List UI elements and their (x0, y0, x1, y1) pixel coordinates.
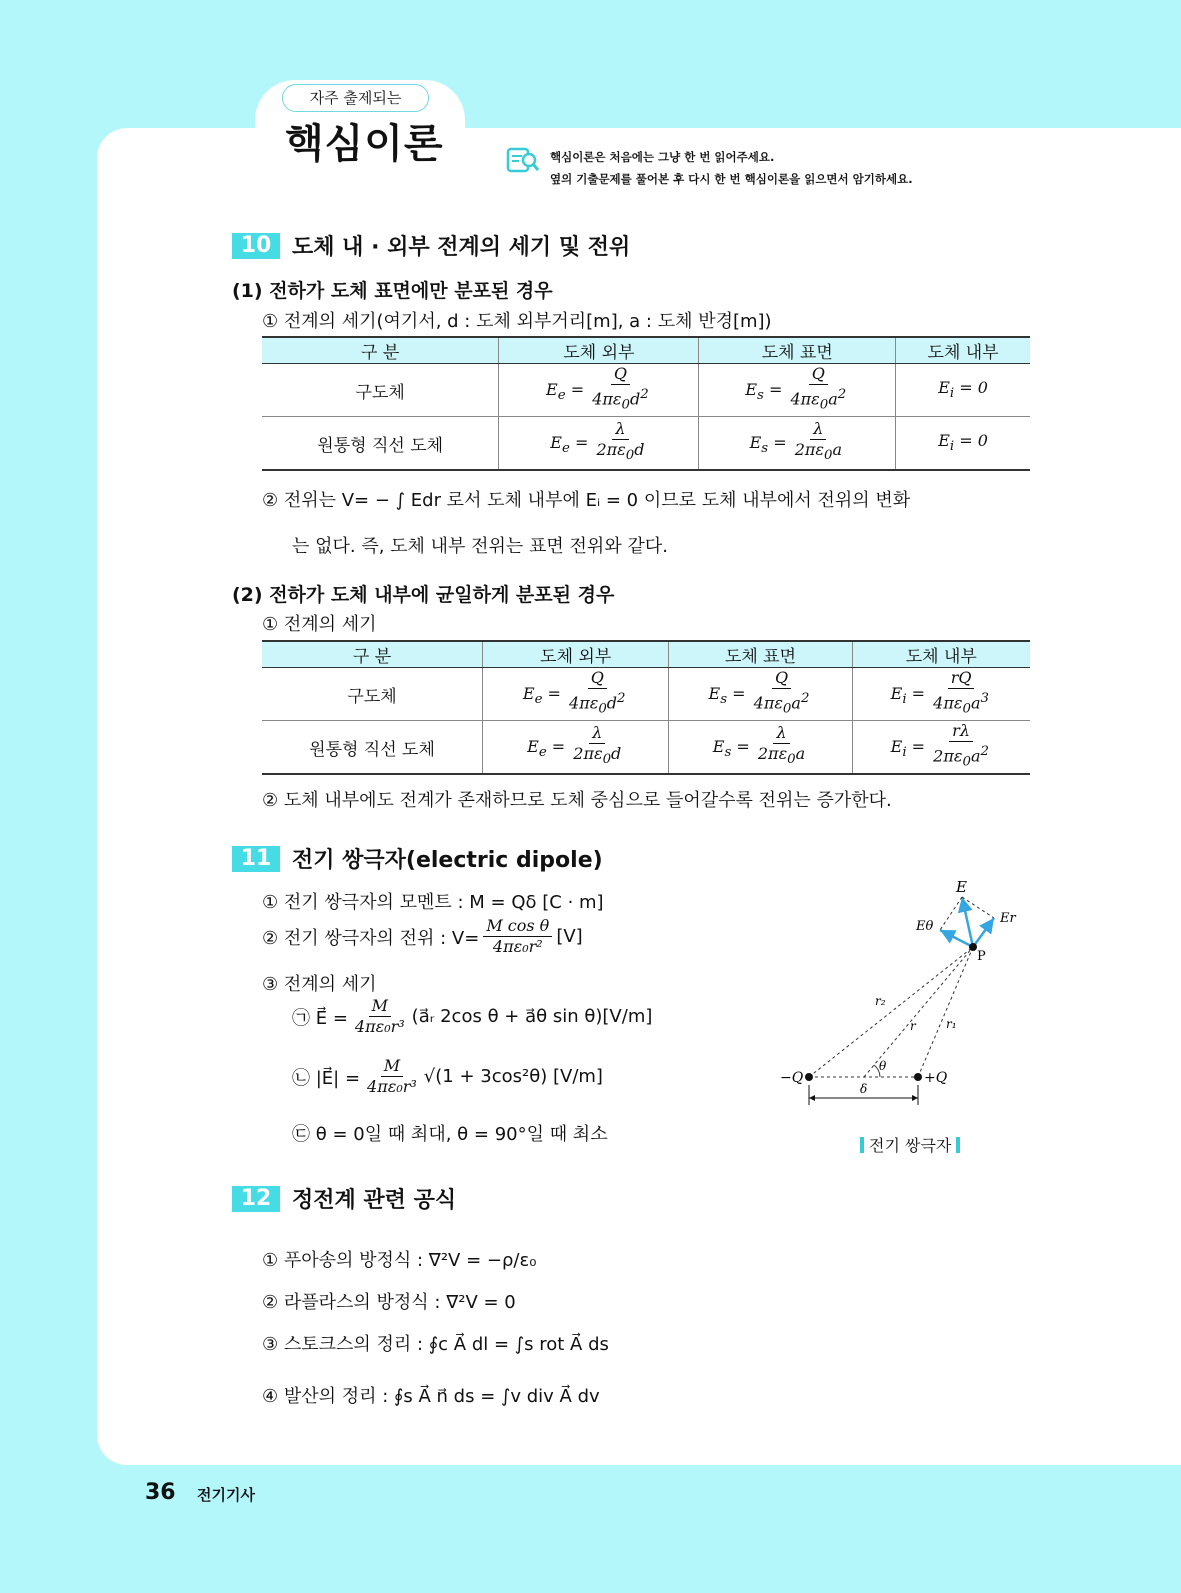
subsection-1-title: (1) 전하가 도체 표면에만 분포된 경우 (232, 280, 553, 302)
col-header: 구 분 (262, 337, 499, 364)
subsection-2-title: (2) 전하가 도체 내부에 균일하게 분포된 경우 (232, 584, 615, 606)
row-label: 구도체 (262, 668, 483, 721)
book-title: 전기기사 (197, 1486, 255, 1504)
r2-line (809, 947, 973, 1077)
field-table-2 (262, 640, 1030, 775)
formula-cell: $E_i$ = $\frac{rQ}{4\pi\varepsilon_0a^3}$ (852, 668, 1030, 721)
dipole-potential (262, 916, 583, 957)
e-vector (962, 897, 973, 947)
field-table-1 (262, 336, 1030, 471)
label-Er: Er (1000, 911, 1016, 926)
header-pill: 자주 출제되는 (282, 84, 429, 112)
figure-caption: 전기 쌍극자 (855, 1133, 965, 1156)
label-r1: r₁ (946, 1017, 957, 1031)
formula-cell: $E_e$ = $\frac{Q}{4\pi\varepsilon_0d^2}$ (499, 364, 699, 417)
guide-line-1: 핵심이론은 처음에는 그냥 한 번 읽어주세요. (550, 150, 775, 164)
formula-cell: $E_i$ = $\frac{r\lambda}{2\pi\varepsilon_0a^2}$ (852, 721, 1030, 775)
eq-rest: (a⃗ᵣ 2cos θ + a⃗θ sin θ)[V/m] (411, 1006, 653, 1027)
row-label: 원통형 직선 도체 (262, 417, 499, 471)
formula-cell: $E_i = 0$ (896, 417, 1030, 471)
formula-cell: $E_e$ = $\frac{\lambda}{2\pi\varepsilon_0d}$ (499, 417, 699, 471)
col-header: 도체 내부 (896, 337, 1030, 364)
r1-line (918, 947, 973, 1077)
col-header: 도체 외부 (499, 337, 699, 364)
sub1-item-1: ① 전계의 세기(여기서, d : 도체 외부거리[m], a : 도체 반경[m]) (262, 311, 772, 332)
label-Etheta: Eθ (916, 919, 934, 934)
field-max-min: ㉢ θ = 0일 때 최대, θ = 90°일 때 최소 (292, 1124, 608, 1145)
poisson-equation: ① 푸아송의 방정식 : ∇²V = −ρ/ε₀ (262, 1250, 537, 1271)
sub2-item-1: ① 전계의 세기 (262, 614, 377, 635)
section-10-heading (232, 230, 630, 261)
dipole-moment: ① 전기 쌍극자의 모멘트 : M = Qδ [C · m] (262, 892, 604, 913)
parallelogram (940, 897, 962, 930)
label-r: r (910, 1019, 916, 1033)
col-header: 도체 표면 (669, 641, 852, 668)
label-theta: θ (879, 1059, 887, 1073)
label-posQ: +Q (924, 1070, 948, 1086)
item-label: ㉡ |E⃗| = (292, 1067, 361, 1089)
label-delta: δ (860, 1082, 868, 1096)
col-header: 도체 외부 (483, 641, 669, 668)
formula-cell: $E_s$ = $\frac{Q}{4\pi\varepsilon_0a^2}$ (699, 364, 896, 417)
etheta-vector (940, 930, 973, 947)
section-12-heading (232, 1183, 456, 1214)
charge-neg (805, 1073, 813, 1081)
section-number: 12 (232, 1186, 280, 1212)
point-p (969, 943, 977, 951)
field-strength-label: ③ 전계의 세기 (262, 974, 377, 995)
formula-cell: $E_e$ = $\frac{Q}{4\pi\varepsilon_0d^2}$ (483, 668, 669, 721)
label-negQ: −Q (780, 1070, 804, 1086)
sub2-item-2: ② 도체 내부에도 전계가 존재하므로 도체 중심으로 들어갈수록 전위는 증가한다. (262, 790, 892, 811)
label-P: P (977, 949, 986, 964)
section-title: 정전계 관련 공식 (292, 1188, 457, 1213)
r-line (864, 947, 973, 1077)
item-label: ㉠ E⃗ = (292, 1007, 348, 1029)
col-header: 구 분 (262, 641, 483, 668)
section-number: 11 (232, 846, 280, 872)
col-header: 도체 표면 (699, 337, 896, 364)
item-label: ② 전기 쌍극자의 전위 : V= (262, 927, 480, 949)
label-r2: r₂ (875, 994, 886, 1008)
reading-guide (550, 146, 913, 190)
laplace-equation: ② 라플라스의 방정식 : ∇²V = 0 (262, 1292, 516, 1313)
section-number: 10 (232, 233, 280, 259)
reading-guide-icon (506, 146, 540, 174)
eq-rest: √(1 + 3cos²θ) [V/m] (423, 1066, 603, 1087)
dipole-diagram (780, 880, 1050, 1120)
field-vector-eq (292, 996, 652, 1037)
col-header: 도체 내부 (852, 641, 1030, 668)
charge-pos (914, 1073, 922, 1081)
sub1-item-2b: 는 없다. 즉, 도체 내부 전위는 표면 전위와 같다. (292, 536, 668, 557)
row-label: 구도체 (262, 364, 499, 417)
guide-line-2: 옆의 기출문제를 풀어본 후 다시 한 번 핵심이론을 읽으면서 암기하세요. (550, 172, 913, 186)
label-E: E (956, 880, 967, 896)
formula-cell: $E_s$ = $\frac{\lambda}{2\pi\varepsilon_0a}$ (669, 721, 852, 775)
section-11-heading (232, 843, 603, 874)
formula-cell: $E_s$ = $\frac{Q}{4\pi\varepsilon_0a^2}$ (669, 668, 852, 721)
divergence-theorem: ④ 발산의 정리 : ∮s A⃗ n⃗ ds = ∫v div A⃗ dv (262, 1386, 600, 1407)
field-magnitude-eq (292, 1056, 603, 1097)
formula-cell: $E_s$ = $\frac{\lambda}{2\pi\varepsilon_0a}$ (699, 417, 896, 471)
row-label: 원통형 직선 도체 (262, 721, 483, 775)
fraction: $\frac{M}{\text{4πε₀r³}}$ (354, 996, 405, 1036)
formula-cell: $E_i = 0$ (896, 364, 1030, 417)
fraction: $\frac{\text{M cos θ}}{\text{4πε₀r²}}$ (483, 916, 552, 957)
section-title: 도체 내 · 외부 전계의 세기 및 전위 (292, 235, 631, 260)
stokes-theorem: ③ 스토크스의 정리 : ∮c A⃗ dl = ∫s rot A⃗ ds (262, 1334, 609, 1355)
unit: [V] (556, 926, 583, 947)
er-vector (973, 918, 994, 947)
page-number: 36 (145, 1480, 176, 1505)
fraction: $\frac{M}{\text{4πε₀r³}}$ (367, 1056, 417, 1096)
sub1-item-2a: ② 전위는 V= − ∫ Edr 로서 도체 내부에 Eᵢ = 0 이므로 도체 내부에서 전위의 변화 (262, 490, 911, 511)
page-title: 핵심이론 (285, 121, 444, 167)
section-title: 전기 쌍극자(electric dipole) (292, 848, 603, 873)
formula-cell: $E_e$ = $\frac{\lambda}{2\pi\varepsilon_0d}$ (483, 721, 669, 775)
